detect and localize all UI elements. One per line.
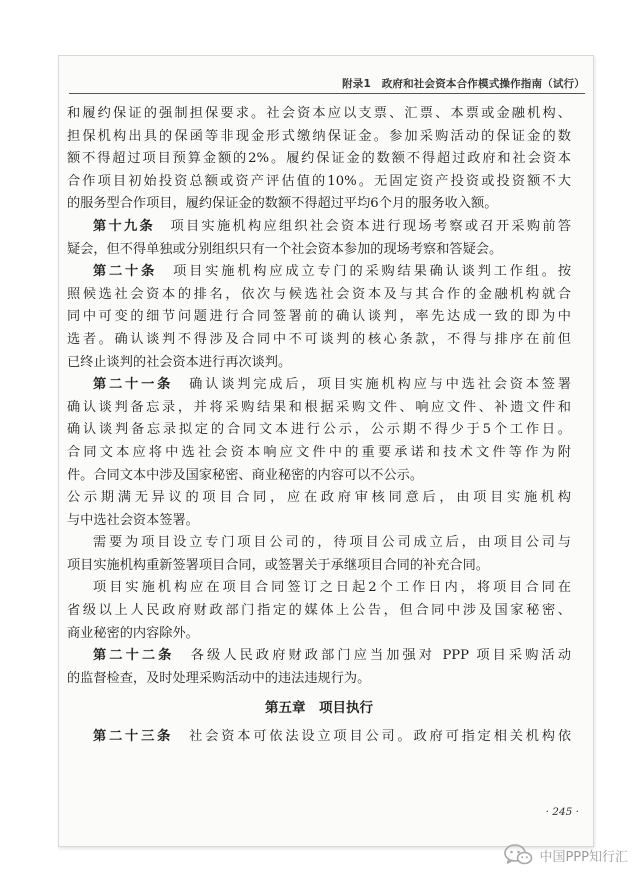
- watermark-text: 中国PPP知行汇: [539, 849, 628, 865]
- article-text: 项目实施机构应成立专门的采购结果确认谈判工作组。按: [173, 264, 572, 280]
- text-line: 额不得超过项目预算金额的2%。履约保证金的数额不得超过政府和社会资本: [67, 151, 571, 167]
- article-text: 各级人民政府财政部门应当加强对 PPP 项目采购活动: [190, 648, 572, 664]
- document-page: [58, 55, 594, 847]
- article-text: 社会资本可依法设立项目公司。政府可指定相关机构依: [189, 729, 572, 745]
- article-number: 第二十条: [93, 264, 158, 280]
- body-text: [67, 103, 571, 749]
- article-number: 第二十二条: [93, 648, 175, 664]
- text-line: 疑会，但不得单独或分别组织只有一个社会资本参加的现场考察和答疑会。: [67, 241, 503, 257]
- text-line: 项目实施机构应在项目合同签订之日起2个工作日内，将项目合同在: [93, 580, 571, 596]
- text-line: 件。合同文本中涉及国家秘密、商业秘密的内容可以不公示。: [67, 467, 424, 483]
- page-number: · 245 ·: [545, 806, 579, 818]
- text-line: 和履约保证的强制担保要求。社会资本应以支票、汇票、本票或金融机构、: [67, 106, 571, 121]
- article-line: [67, 645, 571, 668]
- wechat-icon: [503, 843, 533, 867]
- header-rule: [69, 93, 585, 94]
- watermark: [503, 843, 628, 867]
- article-line: [67, 374, 571, 397]
- text-line: 需要为项目设立专门项目公司的，待项目公司成立后，由项目公司与: [93, 535, 571, 551]
- text-line: 项目实施机构重新签署项目合同，或签署关于承继项目合同的补充合同。: [67, 557, 489, 573]
- text-line: 的服务型合作项目，履约保证金的数额不得超过平均6个月的服务收入额。: [67, 196, 498, 212]
- article-text: 确认谈判完成后，项目实施机构应与中选社会资本签署: [189, 377, 572, 393]
- article-number: 第二十三条: [93, 729, 174, 745]
- text-line: 与中选社会资本签署。: [67, 512, 199, 528]
- text-line: 公示期满无异议的项目合同，应在政府审核同意后，由项目实施机构: [67, 490, 571, 506]
- article-line: [67, 726, 571, 749]
- text-line: 同中可变的细节问题进行合同签署前的确认谈判，率先达成一致的即为中: [67, 309, 571, 325]
- running-header: 附录1 政府和社会资本合作模式操作指南（试行）: [342, 78, 585, 90]
- article-line: [67, 216, 571, 239]
- text-line: 合作项目初始投资总额或资产评估值的10%。无固定资产投资或投资额不大: [67, 173, 571, 189]
- text-line: 合同文本应将中选社会资本响应文件中的重要承诺和技术文件等作为附: [67, 444, 571, 460]
- article-number: 第十九条: [93, 218, 155, 234]
- text-line: 选者。确认谈判不得涉及合同中不可谈判的核心条款，不得与排序在前但: [67, 331, 571, 347]
- article-line: [67, 261, 571, 284]
- text-line: 担保机构出具的保函等非现金形式缴纳保证金。参加采购活动的保证金的数: [67, 128, 571, 144]
- text-line: 确认谈判备忘录拟定的合同文本进行公示，公示期不得少于5个工作日。: [67, 422, 571, 438]
- text-line: 省级以上人民政府财政部门指定的媒体上公告，但合同中涉及国家秘密、: [67, 603, 571, 619]
- text-line: 已终止谈判的社会资本进行再次谈判。: [67, 354, 292, 370]
- text-line: 照候选社会资本的排名，依次与候选社会资本及与其合作的金融机构就合: [67, 286, 571, 302]
- text-line: 的监督检查，及时处理采购活动中的违法违规行为。: [67, 670, 371, 686]
- text-line: 确认谈判备忘录，并将采购结果和根据采购文件、响应文件、补遗文件和: [67, 399, 571, 415]
- chapter-title: 第五章 项目执行: [265, 700, 373, 717]
- article-text: 项目实施机构应组织社会资本进行现场考察或召开采购前答: [170, 218, 572, 234]
- text-line: 商业秘密的内容除外。: [67, 625, 199, 641]
- article-number: 第二十一条: [93, 377, 174, 393]
